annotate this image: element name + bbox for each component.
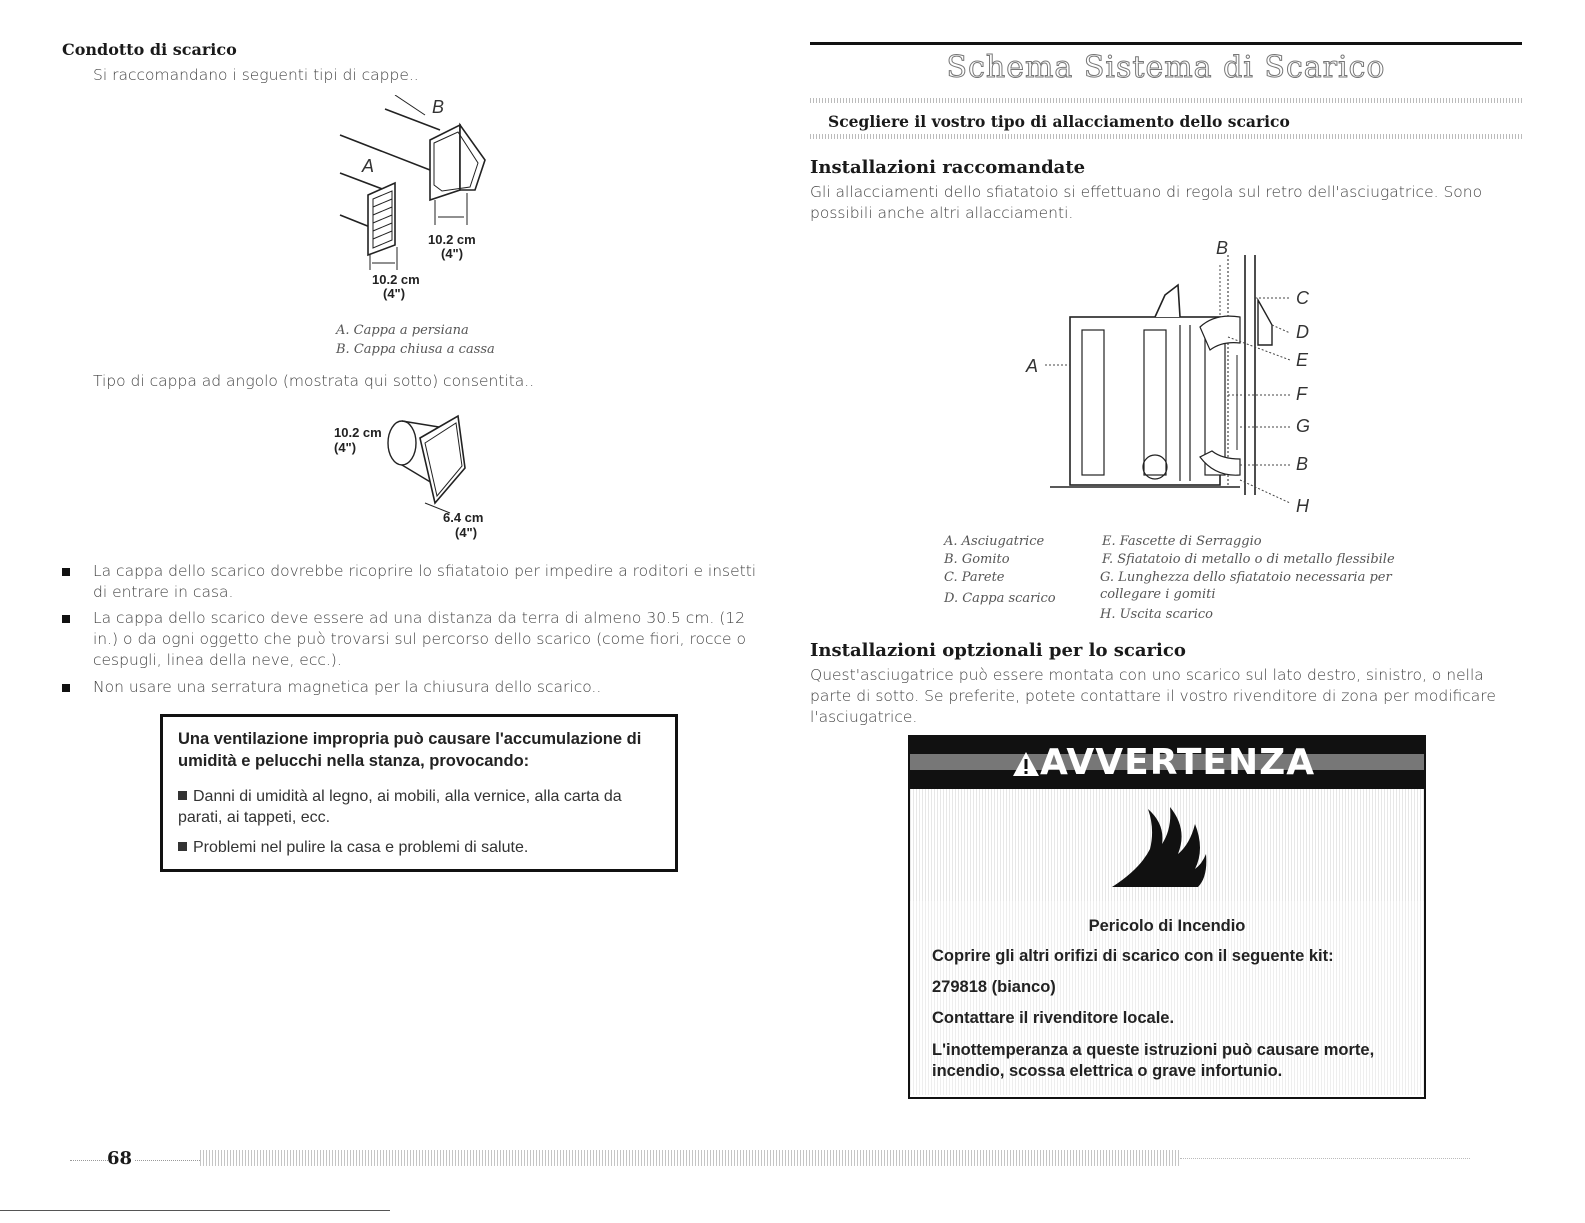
bullet-item: La cappa dello scarico dovrebbe ricoprire lo sfiatatoio per impedire a roditori e insetti di entrare in casa. xyxy=(93,562,757,601)
footer-dotted-line xyxy=(70,1160,110,1161)
warning-line: Contattare il rivenditore locale. xyxy=(932,1009,1175,1027)
legend-item: B. Gomito xyxy=(944,552,1010,567)
angle-hood-figure xyxy=(370,408,480,518)
legend-item: H. Uscita scarico xyxy=(1100,607,1213,622)
diagram-label-e: E xyxy=(1296,350,1309,370)
bullet-icon xyxy=(62,568,70,576)
legend-item: C. Parete xyxy=(944,570,1005,585)
footer-dotted-line xyxy=(1180,1158,1470,1159)
diagram-label-a: A xyxy=(1026,356,1039,376)
vent-hoods-figure xyxy=(330,95,510,315)
fig1-dim2-cm: 10.2 cm xyxy=(372,272,420,287)
legend-item: A. Asciugatrice xyxy=(944,534,1045,549)
fire-icon xyxy=(1110,799,1210,889)
subtitle-band-top xyxy=(810,98,1522,103)
page-title: Schema Sistema di Scarico xyxy=(946,50,1386,85)
fig2-dim-cm: 10.2 cm xyxy=(334,425,382,440)
fig2-dim2-cm: 6.4 cm xyxy=(443,510,484,525)
optional-heading: Installazioni optzionali per lo scarico xyxy=(810,640,1186,661)
diagram-label-b-bottom: B xyxy=(1296,454,1309,474)
diagram-label-g: G xyxy=(1296,416,1311,436)
intro-text: Si raccomandano i seguenti tipi di cappe.. xyxy=(93,66,419,84)
diagram-label-f: F xyxy=(1296,384,1307,404)
square-bullet-icon xyxy=(178,842,187,851)
optional-text: Quest'asciugatrice può essere montata con uno scarico sul lato destro, sinistro, o nella parte di sotto. Se preferite, potete contattare il vostro rivenditore di zona per modificare l'asciugatrice. xyxy=(810,666,1496,726)
recommended-text: Gli allacciamenti dello sfiatatoio si effettuano di regola sul retro dell'asciugatrice. Sono possibili anche altri allacciamenti. xyxy=(810,183,1483,222)
diagram-label-h: H xyxy=(1296,496,1309,516)
square-bullet-icon xyxy=(178,791,187,800)
bullet-item: Non usare una serratura magnetica per la chiusura dello scarico.. xyxy=(93,678,602,696)
warning-title: Una ventilazione impropria può causare l'accumulazione di umidità e pelucchi nella stanza, provocando: xyxy=(178,730,642,770)
fig1-caption-b: B. Cappa chiusa a cassa xyxy=(336,342,495,357)
legend-item: G. Lunghezza dello sfiatatoio necessaria per collegare i gomiti xyxy=(1100,570,1392,602)
warning-item: Danni di umidità al legno, ai mobili, alla vernice, alla carta da parati, ai tappeti, ecc. xyxy=(178,788,622,826)
page-number: 68 xyxy=(107,1148,133,1169)
bullet-icon xyxy=(62,615,70,623)
warning-banner-text: AVVERTENZA xyxy=(1040,742,1316,783)
fig1-caption-a: A. Cappa a persiana xyxy=(336,323,469,338)
legend-item: D. Cappa scarico xyxy=(944,591,1056,606)
warning-triangle-icon xyxy=(1012,751,1040,777)
diagram-label-d: D xyxy=(1296,322,1309,342)
title-rule xyxy=(810,42,1522,45)
warning-line: 279818 (bianco) xyxy=(932,978,1056,996)
legend-item: F. Sfiatatoio di metallo o di metallo flessibile xyxy=(1102,552,1395,567)
section-heading: Condotto di scarico xyxy=(62,40,237,59)
fig1-label-b: B xyxy=(432,97,445,117)
fig1-dim2-in: (4") xyxy=(383,286,406,301)
diagram-label-b-top: B xyxy=(1216,238,1229,258)
footer-dotted-line xyxy=(135,1160,200,1161)
dryer-vent-diagram xyxy=(1040,255,1300,505)
angle-hood-text: Tipo di cappa ad angolo (mostrata qui sotto) consentita.. xyxy=(93,372,535,390)
subtitle: Scegliere il vostro tipo di allacciamento dello scarico xyxy=(828,112,1290,131)
warning-line: L'inottemperanza a queste istruzioni può causare morte, incendio, scossa elettrica o grave infortunio. xyxy=(932,1041,1375,1080)
ventilation-warning-box xyxy=(160,714,678,872)
warning-banner xyxy=(910,737,1424,789)
recommended-heading: Installazioni raccomandate xyxy=(810,157,1086,178)
fig1-dim1-in: (4") xyxy=(441,246,464,261)
fire-warning-box xyxy=(908,735,1426,1099)
bottom-edge-line xyxy=(0,1210,390,1211)
fig1-label-a: A xyxy=(362,156,375,176)
diagram-label-c: C xyxy=(1296,288,1309,308)
bullet-icon xyxy=(62,684,70,692)
hazard-title: Pericolo di Incendio xyxy=(1088,917,1246,935)
fig2-dim-in: (4") xyxy=(334,440,357,455)
legend-item: E. Fascette di Serraggio xyxy=(1102,534,1262,549)
fig1-dim1-cm: 10.2 cm xyxy=(428,232,476,247)
warning-item: Problemi nel pulire la casa e problemi di salute. xyxy=(193,839,529,856)
subtitle-band-bottom xyxy=(810,134,1522,139)
fig2-dim2-in: (4") xyxy=(455,525,478,540)
footer-shaded-band xyxy=(200,1150,1180,1166)
warning-line: Coprire gli altri orifizi di scarico con il seguente kit: xyxy=(932,947,1334,965)
bullet-item: La cappa dello scarico deve essere ad una distanza da terra di almeno 30.5 cm. (12 in.) o da ogni oggetto che può trovarsi sul percorso dello scarico (come fiori, rocce o cespugli, linea della neve, ecc.). xyxy=(93,609,746,669)
